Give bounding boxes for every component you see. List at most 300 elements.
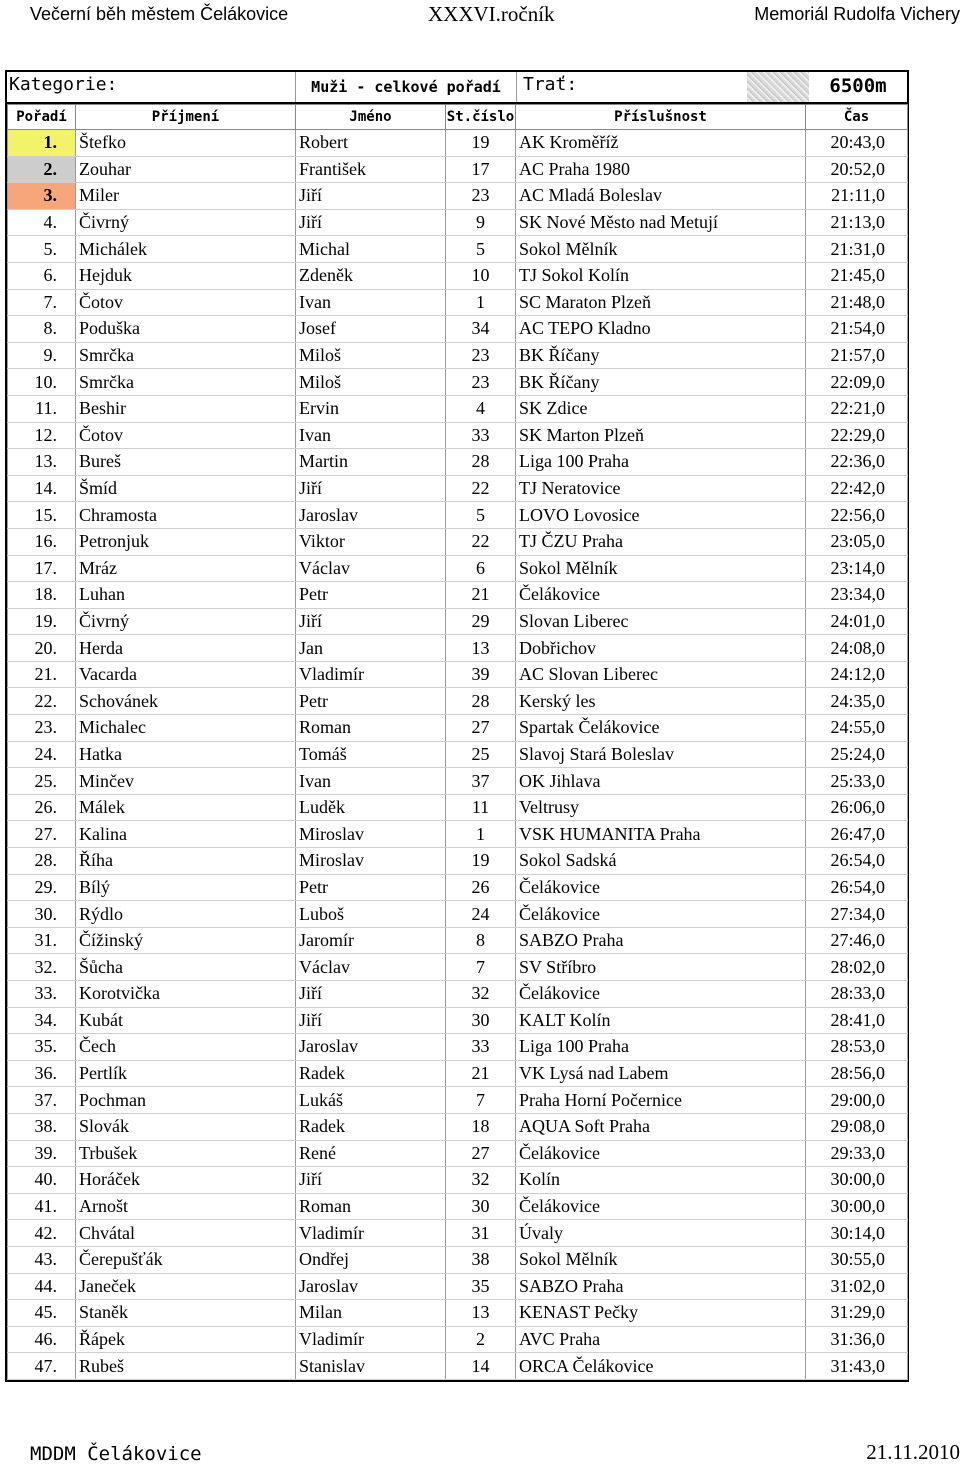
table-row	[8, 821, 908, 848]
club-cell: Spartak Čelákovice	[516, 715, 806, 742]
time-cell: 27:34,0	[806, 901, 908, 928]
club-cell: VK Lysá nad Labem	[516, 1060, 806, 1087]
table-row	[8, 1167, 908, 1194]
table-row	[8, 395, 908, 422]
firstname-cell: Ivan	[296, 422, 446, 449]
firstname-cell: Ivan	[296, 768, 446, 795]
bib-cell: 26	[446, 874, 516, 901]
table-row	[8, 741, 908, 768]
bib-cell: 24	[446, 901, 516, 928]
club-cell: KALT Kolín	[516, 1007, 806, 1034]
time-cell: 24:08,0	[806, 635, 908, 662]
time-cell: 23:14,0	[806, 555, 908, 582]
club-cell: AC Mladá Boleslav	[516, 183, 806, 210]
bib-cell: 19	[446, 130, 516, 157]
category-value: Muži - celkové pořadí	[295, 72, 517, 102]
club-cell: Liga 100 Praha	[516, 449, 806, 476]
firstname-cell: Stanislav	[296, 1353, 446, 1380]
firstname-cell: Michal	[296, 236, 446, 263]
table-row	[8, 954, 908, 981]
rank-cell: 10.	[8, 369, 76, 396]
bib-cell: 4	[446, 395, 516, 422]
club-cell: Sokol Mělník	[516, 555, 806, 582]
time-cell: 29:00,0	[806, 1087, 908, 1114]
surname-cell: Mráz	[76, 555, 296, 582]
firstname-cell: Lukáš	[296, 1087, 446, 1114]
bib-cell: 13	[446, 1300, 516, 1327]
table-row	[8, 608, 908, 635]
table-row	[8, 1060, 908, 1087]
time-cell: 30:00,0	[806, 1167, 908, 1194]
surname-cell: Michálek	[76, 236, 296, 263]
firstname-cell: Václav	[296, 555, 446, 582]
surname-cell: Hejduk	[76, 262, 296, 289]
firstname-cell: Jiří	[296, 608, 446, 635]
rank-cell: 5.	[8, 236, 76, 263]
organizer: MDDM Čelákovice	[30, 1443, 202, 1465]
time-cell: 28:56,0	[806, 1060, 908, 1087]
table-row	[8, 130, 908, 157]
surname-cell: Luhan	[76, 582, 296, 609]
table-row	[8, 1273, 908, 1300]
time-cell: 24:55,0	[806, 715, 908, 742]
club-cell: Čelákovice	[516, 1140, 806, 1167]
club-cell: BK Říčany	[516, 342, 806, 369]
time-cell: 23:34,0	[806, 582, 908, 609]
club-cell: Čelákovice	[516, 582, 806, 609]
col-header-club: Příslušnost	[516, 105, 806, 130]
club-cell: BK Říčany	[516, 369, 806, 396]
bib-cell: 1	[446, 821, 516, 848]
surname-cell: Smrčka	[76, 369, 296, 396]
bib-cell: 23	[446, 342, 516, 369]
firstname-cell: Miloš	[296, 369, 446, 396]
rank-cell: 44.	[8, 1273, 76, 1300]
surname-cell: Hatka	[76, 741, 296, 768]
surname-cell: Miler	[76, 183, 296, 210]
memorial-title: Memoriál Rudolfa Vichery	[754, 4, 960, 24]
time-cell: 26:47,0	[806, 821, 908, 848]
rank-cell: 26.	[8, 794, 76, 821]
bib-cell: 35	[446, 1273, 516, 1300]
club-cell: Slovan Liberec	[516, 608, 806, 635]
time-cell: 31:02,0	[806, 1273, 908, 1300]
club-cell: OK Jihlava	[516, 768, 806, 795]
table-row	[8, 1353, 908, 1380]
rank-cell: 9.	[8, 342, 76, 369]
surname-cell: Chvátal	[76, 1220, 296, 1247]
rank-cell: 13.	[8, 449, 76, 476]
table-row	[8, 555, 908, 582]
rank-cell: 2.	[8, 156, 76, 183]
club-cell: SC Maraton Plzeň	[516, 289, 806, 316]
bib-cell: 1	[446, 289, 516, 316]
firstname-cell: Luděk	[296, 794, 446, 821]
time-cell: 27:46,0	[806, 927, 908, 954]
bib-cell: 21	[446, 1060, 516, 1087]
surname-cell: Herda	[76, 635, 296, 662]
firstname-cell: Miroslav	[296, 848, 446, 875]
time-cell: 30:00,0	[806, 1193, 908, 1220]
bib-cell: 29	[446, 608, 516, 635]
firstname-cell: Josef	[296, 316, 446, 343]
table-row	[8, 475, 908, 502]
date: 21.11.2010	[866, 1440, 960, 1464]
club-cell: AC Praha 1980	[516, 156, 806, 183]
table-row	[8, 1300, 908, 1327]
bib-cell: 31	[446, 1220, 516, 1247]
table-row	[8, 1113, 908, 1140]
rank-cell: 37.	[8, 1087, 76, 1114]
surname-cell: Michalec	[76, 715, 296, 742]
club-cell: ORCA Čelákovice	[516, 1353, 806, 1380]
time-cell: 21:48,0	[806, 289, 908, 316]
club-cell: Čelákovice	[516, 874, 806, 901]
rank-cell: 21.	[8, 661, 76, 688]
table-row	[8, 183, 908, 210]
club-cell: Dobřichov	[516, 635, 806, 662]
time-cell: 31:36,0	[806, 1326, 908, 1353]
time-cell: 21:13,0	[806, 209, 908, 236]
club-cell: SABZO Praha	[516, 1273, 806, 1300]
table-row	[8, 635, 908, 662]
club-cell: Sokol Mělník	[516, 1246, 806, 1273]
club-cell: AK Kroměříž	[516, 130, 806, 157]
firstname-cell: Petr	[296, 874, 446, 901]
rank-cell: 17.	[8, 555, 76, 582]
time-cell: 24:12,0	[806, 661, 908, 688]
firstname-cell: Vladimír	[296, 1220, 446, 1247]
time-cell: 21:11,0	[806, 183, 908, 210]
table-row	[8, 688, 908, 715]
firstname-cell: Jiří	[296, 1167, 446, 1194]
rank-cell: 33.	[8, 981, 76, 1008]
surname-cell: Rubeš	[76, 1353, 296, 1380]
time-cell: 25:33,0	[806, 768, 908, 795]
table-row	[8, 981, 908, 1008]
bib-cell: 28	[446, 688, 516, 715]
table-row	[8, 927, 908, 954]
club-cell: AC Slovan Liberec	[516, 661, 806, 688]
rank-cell: 16.	[8, 528, 76, 555]
surname-cell: Kubát	[76, 1007, 296, 1034]
table-row	[8, 768, 908, 795]
surname-cell: Arnošt	[76, 1193, 296, 1220]
bib-cell: 22	[446, 528, 516, 555]
rank-cell: 31.	[8, 927, 76, 954]
firstname-cell: Viktor	[296, 528, 446, 555]
rank-cell: 29.	[8, 874, 76, 901]
bib-cell: 7	[446, 1087, 516, 1114]
results-sheet	[5, 70, 909, 1382]
bib-cell: 32	[446, 1167, 516, 1194]
club-cell: SK Nové Město nad Metují	[516, 209, 806, 236]
time-cell: 28:33,0	[806, 981, 908, 1008]
firstname-cell: Jaroslav	[296, 1273, 446, 1300]
time-cell: 28:02,0	[806, 954, 908, 981]
surname-cell: Petronjuk	[76, 528, 296, 555]
surname-cell: Poduška	[76, 316, 296, 343]
surname-cell: Vacarda	[76, 661, 296, 688]
table-row	[8, 794, 908, 821]
club-cell: LOVO Lovosice	[516, 502, 806, 529]
firstname-cell: Tomáš	[296, 741, 446, 768]
club-cell: Kerský les	[516, 688, 806, 715]
time-cell: 29:33,0	[806, 1140, 908, 1167]
club-cell: Slavoj Stará Boleslav	[516, 741, 806, 768]
table-row	[8, 289, 908, 316]
rank-cell: 19.	[8, 608, 76, 635]
rank-cell: 8.	[8, 316, 76, 343]
table-row	[8, 715, 908, 742]
rank-cell: 20.	[8, 635, 76, 662]
surname-cell: Pochman	[76, 1087, 296, 1114]
time-cell: 24:01,0	[806, 608, 908, 635]
table-row	[8, 901, 908, 928]
time-cell: 21:31,0	[806, 236, 908, 263]
club-cell: Sokol Sadská	[516, 848, 806, 875]
firstname-cell: René	[296, 1140, 446, 1167]
col-header-bib: St.číslo	[446, 105, 516, 130]
table-row	[8, 1087, 908, 1114]
page-header	[0, 0, 960, 32]
rank-cell: 42.	[8, 1220, 76, 1247]
bib-cell: 9	[446, 209, 516, 236]
surname-cell: Minčev	[76, 768, 296, 795]
time-cell: 22:09,0	[806, 369, 908, 396]
rank-cell: 35.	[8, 1034, 76, 1061]
surname-cell: Čivrný	[76, 608, 296, 635]
club-cell: Praha Horní Počernice	[516, 1087, 806, 1114]
table-row	[8, 156, 908, 183]
club-cell: Čelákovice	[516, 1193, 806, 1220]
surname-cell: Bureš	[76, 449, 296, 476]
table-row	[8, 449, 908, 476]
firstname-cell: Petr	[296, 688, 446, 715]
club-cell: KENAST Pečky	[516, 1300, 806, 1327]
firstname-cell: Milan	[296, 1300, 446, 1327]
firstname-cell: Miroslav	[296, 821, 446, 848]
rank-cell: 30.	[8, 901, 76, 928]
rank-cell: 4.	[8, 209, 76, 236]
surname-cell: Bílý	[76, 874, 296, 901]
club-cell: Kolín	[516, 1167, 806, 1194]
firstname-cell: Jan	[296, 635, 446, 662]
bib-cell: 32	[446, 981, 516, 1008]
surname-cell: Horáček	[76, 1167, 296, 1194]
surname-cell: Zouhar	[76, 156, 296, 183]
firstname-cell: Roman	[296, 715, 446, 742]
club-cell: AVC Praha	[516, 1326, 806, 1353]
firstname-cell: Zdeněk	[296, 262, 446, 289]
rank-cell: 22.	[8, 688, 76, 715]
surname-cell: Rýdlo	[76, 901, 296, 928]
bib-cell: 18	[446, 1113, 516, 1140]
firstname-cell: Martin	[296, 449, 446, 476]
firstname-cell: Vladimír	[296, 661, 446, 688]
table-row	[8, 502, 908, 529]
table-row	[8, 1140, 908, 1167]
club-cell: SK Zdice	[516, 395, 806, 422]
firstname-cell: Václav	[296, 954, 446, 981]
rank-cell: 47.	[8, 1353, 76, 1380]
rank-cell: 12.	[8, 422, 76, 449]
rank-cell: 43.	[8, 1246, 76, 1273]
club-cell: Čelákovice	[516, 901, 806, 928]
table-row	[8, 874, 908, 901]
bib-cell: 25	[446, 741, 516, 768]
bib-cell: 11	[446, 794, 516, 821]
surname-cell: Šmíd	[76, 475, 296, 502]
surname-cell: Čotov	[76, 422, 296, 449]
bib-cell: 22	[446, 475, 516, 502]
time-cell: 21:54,0	[806, 316, 908, 343]
surname-cell: Čerepušťák	[76, 1246, 296, 1273]
firstname-cell: Vladimír	[296, 1326, 446, 1353]
surname-cell: Beshir	[76, 395, 296, 422]
bib-cell: 10	[446, 262, 516, 289]
bib-cell: 34	[446, 316, 516, 343]
rank-cell: 38.	[8, 1113, 76, 1140]
table-row	[8, 1246, 908, 1273]
track-distance: 6500m	[829, 75, 887, 97]
time-cell: 26:54,0	[806, 874, 908, 901]
club-cell: AQUA Soft Praha	[516, 1113, 806, 1140]
event-title: Večerní běh městem Čelákovice	[30, 4, 289, 24]
rank-cell: 34.	[8, 1007, 76, 1034]
bib-cell: 30	[446, 1193, 516, 1220]
firstname-cell: Jiří	[296, 209, 446, 236]
surname-cell: Smrčka	[76, 342, 296, 369]
bib-cell: 6	[446, 555, 516, 582]
table-row	[8, 1007, 908, 1034]
surname-cell: Slovák	[76, 1113, 296, 1140]
bib-cell: 17	[446, 156, 516, 183]
club-cell: SABZO Praha	[516, 927, 806, 954]
bib-cell: 27	[446, 1140, 516, 1167]
bib-cell: 23	[446, 369, 516, 396]
firstname-cell: Jiří	[296, 183, 446, 210]
table-header-row	[8, 105, 908, 130]
surname-cell: Staněk	[76, 1300, 296, 1327]
surname-cell: Čížinský	[76, 927, 296, 954]
surname-cell: Čivrný	[76, 209, 296, 236]
rank-cell: 24.	[8, 741, 76, 768]
event-edition: XXXVI.ročník	[428, 2, 555, 26]
club-cell: VSK HUMANITA Praha	[516, 821, 806, 848]
bib-cell: 33	[446, 1034, 516, 1061]
time-cell: 30:14,0	[806, 1220, 908, 1247]
firstname-cell: Ivan	[296, 289, 446, 316]
col-header-time: Čas	[806, 105, 908, 130]
time-cell: 21:45,0	[806, 262, 908, 289]
surname-cell: Čotov	[76, 289, 296, 316]
rank-cell: 14.	[8, 475, 76, 502]
rank-cell: 1.	[8, 130, 76, 157]
firstname-cell: František	[296, 156, 446, 183]
rank-cell: 23.	[8, 715, 76, 742]
table-row	[8, 236, 908, 263]
time-cell: 22:36,0	[806, 449, 908, 476]
time-cell: 30:55,0	[806, 1246, 908, 1273]
time-cell: 24:35,0	[806, 688, 908, 715]
time-cell: 20:52,0	[806, 156, 908, 183]
surname-cell: Čech	[76, 1034, 296, 1061]
bib-cell: 23	[446, 183, 516, 210]
rank-cell: 40.	[8, 1167, 76, 1194]
firstname-cell: Radek	[296, 1113, 446, 1140]
surname-cell: Štefko	[76, 130, 296, 157]
firstname-cell: Robert	[296, 130, 446, 157]
table-row	[8, 1220, 908, 1247]
surname-cell: Řápek	[76, 1326, 296, 1353]
club-cell: TJ Neratovice	[516, 475, 806, 502]
surname-cell: Říha	[76, 848, 296, 875]
table-row	[8, 528, 908, 555]
bib-cell: 21	[446, 582, 516, 609]
surname-cell: Pertlík	[76, 1060, 296, 1087]
firstname-cell: Jaroslav	[296, 502, 446, 529]
bib-cell: 27	[446, 715, 516, 742]
firstname-cell: Jaromír	[296, 927, 446, 954]
time-cell: 26:06,0	[806, 794, 908, 821]
bib-cell: 38	[446, 1246, 516, 1273]
firstname-cell: Roman	[296, 1193, 446, 1220]
time-cell: 31:29,0	[806, 1300, 908, 1327]
table-row	[8, 1193, 908, 1220]
firstname-cell: Jiří	[296, 1007, 446, 1034]
bib-cell: 13	[446, 635, 516, 662]
table-row	[8, 422, 908, 449]
table-row	[8, 209, 908, 236]
bib-cell: 5	[446, 236, 516, 263]
firstname-cell: Radek	[296, 1060, 446, 1087]
category-label: Kategorie:	[9, 74, 118, 95]
bib-cell: 28	[446, 449, 516, 476]
time-cell: 25:24,0	[806, 741, 908, 768]
club-cell: TJ Sokol Kolín	[516, 262, 806, 289]
time-cell: 26:54,0	[806, 848, 908, 875]
club-cell: TJ ČZU Praha	[516, 528, 806, 555]
firstname-cell: Jiří	[296, 981, 446, 1008]
rank-cell: 36.	[8, 1060, 76, 1087]
rank-cell: 11.	[8, 395, 76, 422]
time-cell: 22:29,0	[806, 422, 908, 449]
results-body	[8, 130, 908, 1380]
rank-cell: 41.	[8, 1193, 76, 1220]
firstname-cell: Jaroslav	[296, 1034, 446, 1061]
table-row	[8, 342, 908, 369]
time-cell: 28:41,0	[806, 1007, 908, 1034]
category-bar	[7, 72, 907, 104]
surname-cell: Schovánek	[76, 688, 296, 715]
track-label: Trať:	[523, 74, 578, 95]
surname-cell: Janeček	[76, 1273, 296, 1300]
club-cell: Liga 100 Praha	[516, 1034, 806, 1061]
club-cell: Veltrusy	[516, 794, 806, 821]
time-cell: 22:21,0	[806, 395, 908, 422]
bib-cell: 19	[446, 848, 516, 875]
bib-cell: 5	[446, 502, 516, 529]
firstname-cell: Ervin	[296, 395, 446, 422]
time-cell: 23:05,0	[806, 528, 908, 555]
bib-cell: 33	[446, 422, 516, 449]
surname-cell: Trbušek	[76, 1140, 296, 1167]
club-cell: AC TEPO Kladno	[516, 316, 806, 343]
firstname-cell: Petr	[296, 582, 446, 609]
time-cell: 31:43,0	[806, 1353, 908, 1380]
table-row	[8, 661, 908, 688]
